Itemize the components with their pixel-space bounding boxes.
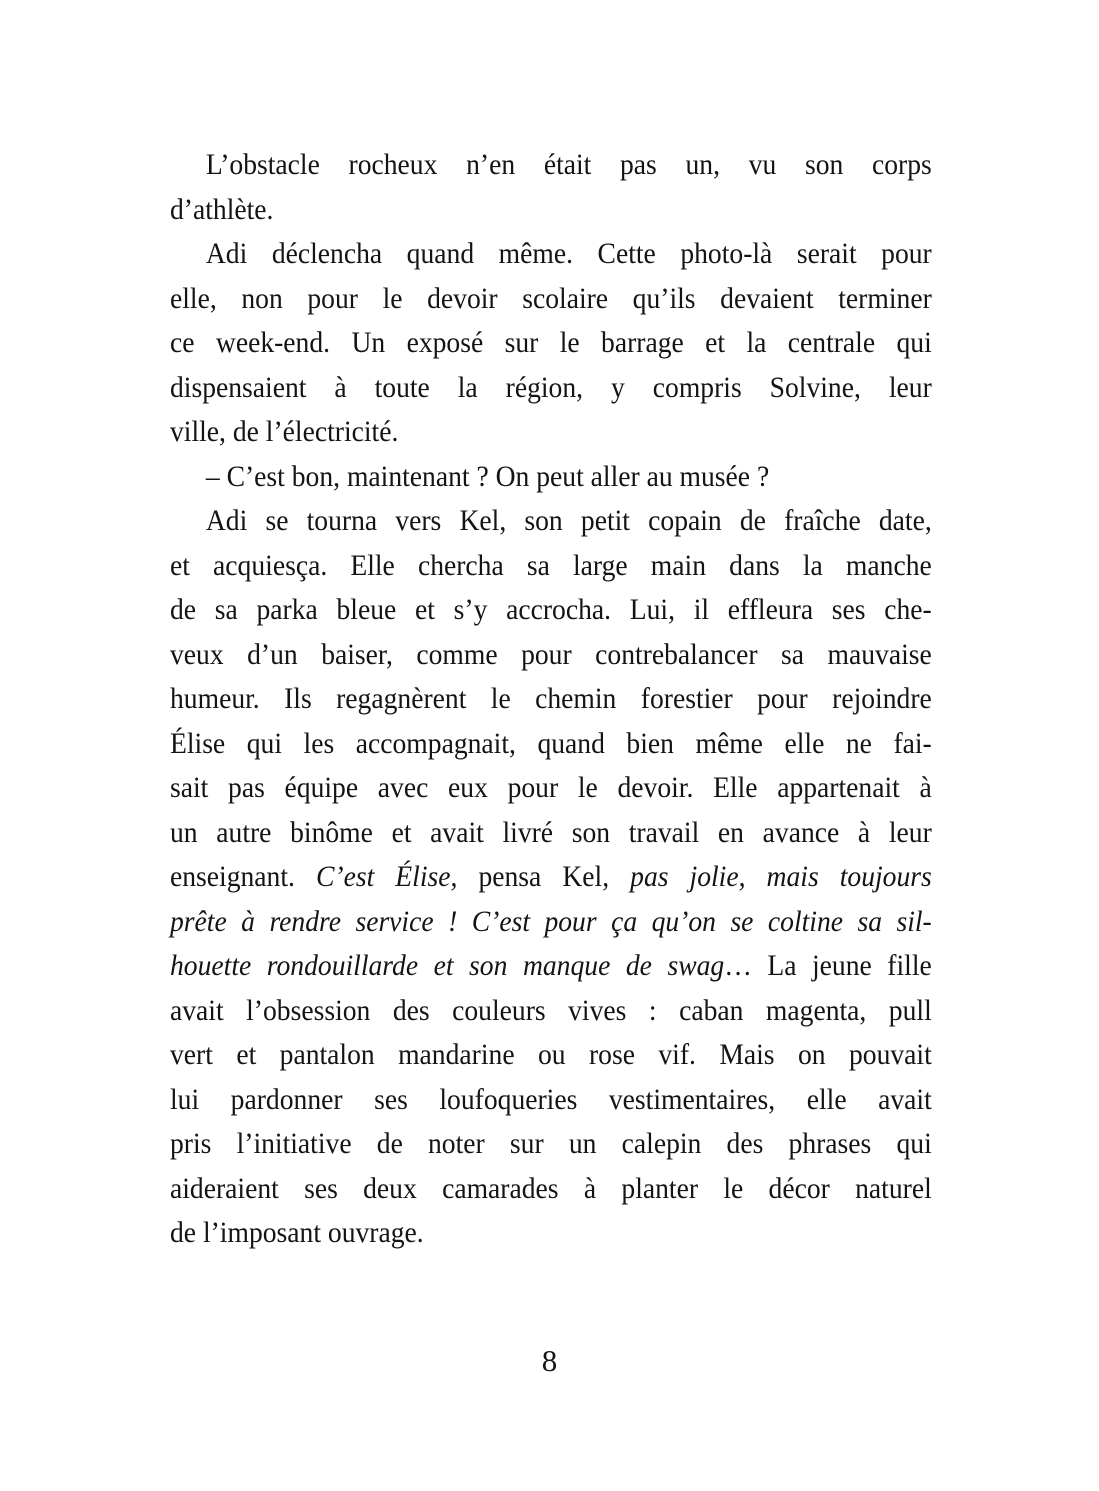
text-line [170, 143, 932, 188]
text-segment: lui pardonner ses loufoqueries vestimentaires, elle avait [170, 1082, 932, 1116]
text-segment: avait l’obsession des couleurs vives : caban magenta, pull [170, 993, 932, 1027]
text-segment: dispensaient à toute la région, y compris Solvine, leur [170, 370, 932, 404]
text-segment: L’obstacle rocheux n’en était pas un, vu son corps [205, 148, 932, 181]
text-line [170, 1211, 932, 1256]
text-segment: d’athlète. [170, 192, 274, 226]
text-segment: veux d’un baiser, comme pour contrebalancer sa mauvaise [170, 637, 932, 671]
page-number: 8 [541, 1343, 558, 1378]
text-segment: de l’imposant ouvrage. [170, 1216, 424, 1249]
text-segment: de sa parka bleue et s’y accrocha. Lui, il effleura ses che- [170, 593, 932, 626]
text-segment-italic: houette rondouillarde et son manque de swag [170, 949, 725, 982]
text-line [170, 944, 932, 989]
text-segment: … La jeune fille [724, 949, 932, 982]
text-line [170, 1033, 932, 1078]
text-segment: enseignant. [170, 860, 316, 893]
text-line [170, 455, 932, 500]
paragraph [170, 232, 932, 455]
text-line [170, 366, 932, 411]
text-line [170, 811, 932, 856]
text-line [170, 544, 932, 589]
text-segment-italic: C’est Élise, [315, 860, 458, 893]
text-segment: aideraient ses deux camarades à planter le décor naturel [170, 1171, 932, 1205]
text-line [170, 232, 932, 277]
paragraph [170, 455, 932, 500]
text-line [170, 900, 932, 945]
text-line [170, 499, 932, 544]
text-segment: Élise qui les accompagnait, quand bien même elle ne fai- [170, 726, 932, 760]
text-line [170, 633, 932, 678]
text-line [170, 321, 932, 366]
paragraph [170, 499, 932, 1256]
text-segment: Adi se tourna vers Kel, son petit copain de fraîche date, [205, 504, 932, 537]
text-line [170, 188, 932, 233]
text-block [170, 143, 932, 1256]
text-segment: sait pas équipe avec eux pour le devoir. Elle appartenait à [170, 771, 932, 804]
text-segment: pensa Kel, [457, 860, 631, 893]
text-line [170, 855, 932, 900]
text-segment: ville, de l’électricité. [170, 415, 399, 448]
text-segment-italic: prête à rendre service ! C’est pour ça qu’on se coltine sa sil- [170, 904, 932, 938]
text-segment: vert et pantalon mandarine ou rose vif. Mais on pouvait [170, 1038, 932, 1071]
text-line [170, 766, 932, 811]
text-segment: humeur. Ils regagnèrent le chemin forestier pour rejoindre [170, 682, 932, 715]
text-segment: un autre binôme et avait livré son travail en avance à leur [170, 815, 932, 849]
text-line [170, 1122, 932, 1167]
paragraph [170, 143, 932, 232]
text-line [170, 677, 932, 722]
text-line [170, 588, 932, 633]
text-line [170, 277, 932, 322]
text-segment: Adi déclencha quand même. Cette photo-là serait pour [205, 237, 932, 270]
text-segment: ce week-end. Un exposé sur le barrage et la centrale qui [170, 326, 932, 359]
text-line [170, 410, 932, 455]
text-segment: pris l’initiative de noter sur un calepin des phrases qui [170, 1127, 932, 1160]
text-line [170, 989, 932, 1034]
text-line [170, 722, 932, 767]
text-segment: elle, non pour le devoir scolaire qu’ils devaient terminer [170, 281, 932, 315]
text-line [170, 1078, 932, 1123]
text-segment-italic: pas jolie, mais toujours [630, 860, 932, 893]
text-segment: et acquiesça. Elle chercha sa large main dans la manche [170, 548, 932, 582]
text-segment: – C’est bon, maintenant ? On peut aller au musée ? [205, 459, 770, 493]
text-line [170, 1167, 932, 1212]
